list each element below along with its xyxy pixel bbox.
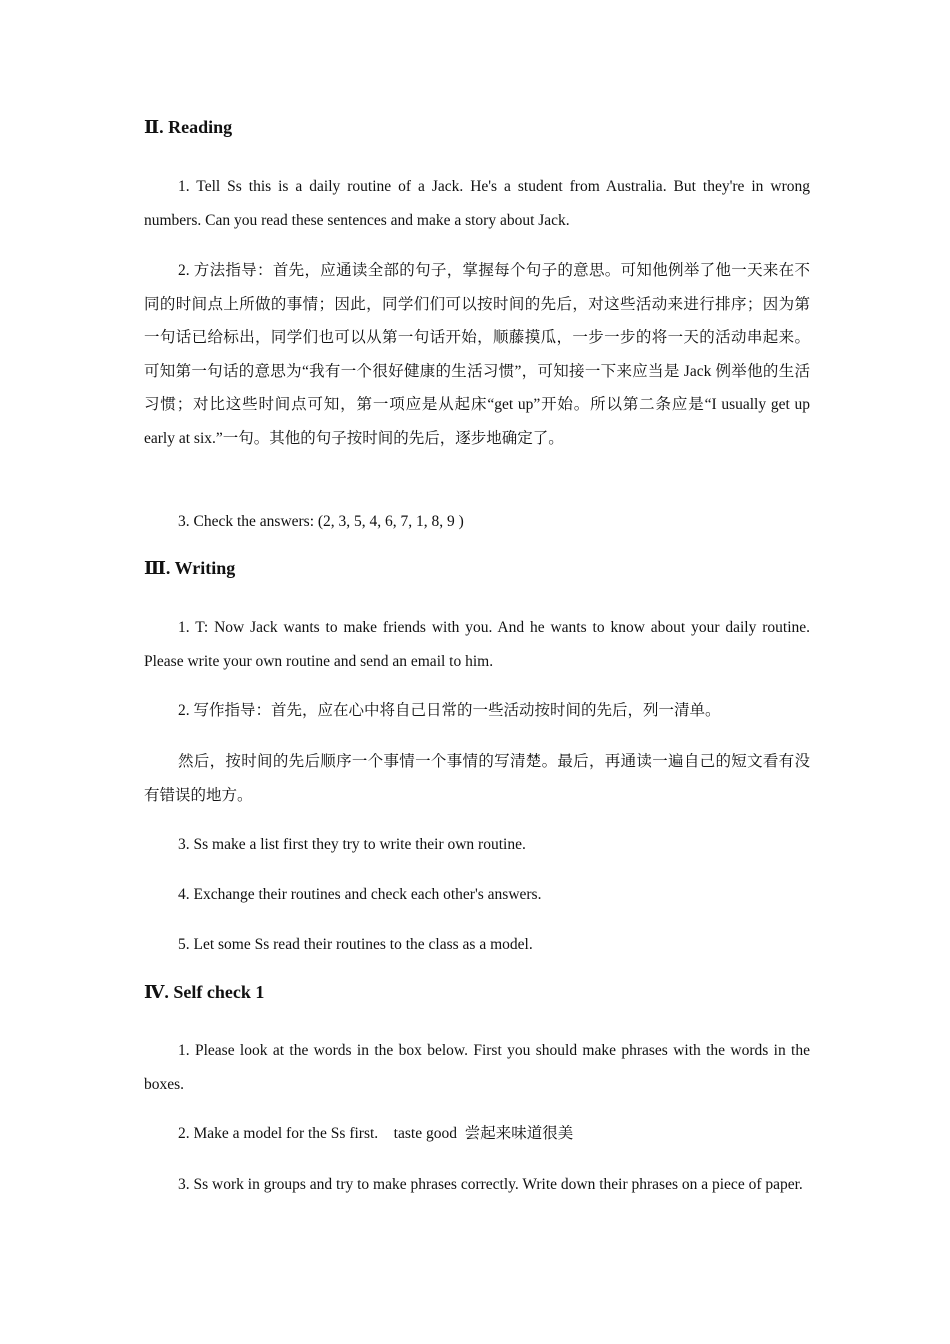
writing-paragraph-5: 4. Exchange their routines and check each other's answers. (178, 886, 542, 903)
heading-writing: Ⅲ. Writing (144, 558, 236, 578)
reading-paragraph-2: 2. 方法指导：首先，应通读全部的句子，掌握每个句子的意思。可知他例举了他一天来在不同的时间点上所做的事情；因此，同学们们可以按时间的先后，对这些活动来进行排序；因为第一句话已给标出，同学们也可以从第一句话开始，顺藤摸瓜，一步一步的将一天的活动串起来。可知第一句话的意思为“我有一个很好健康的生活习惯”，可知接一下来应当是 Jack 例举他的生活习惯；对比这些时间点可知，第一项应是从起床“get up”开始。所以第二条应是“I usually get up early at six.”一句。其他的句子按时间的先后，逐步地确定了。 (144, 262, 810, 447)
writing-paragraph-4: 3. Ss make a list first they try to write their own routine. (178, 836, 526, 853)
selfcheck-paragraph-2: 2. Make a model for the Ss first. taste good 尝起来味道很美 (178, 1125, 574, 1142)
selfcheck-paragraph-3: 3. Ss work in groups and try to make phrases correctly. Write down their phrases on a piece of paper. (178, 1176, 803, 1193)
writing-paragraph-6: 5. Let some Ss read their routines to the class as a model. (178, 936, 533, 953)
writing-paragraph-2: 2. 写作指导：首先，应在心中将自己日常的一些活动按时间的先后，列一清单。 (178, 702, 721, 719)
writing-paragraph-3: 然后，按时间的先后顺序一个事情一个事情的写清楚。最后，再通读一遍自己的短文看有没有错误的地方。 (144, 753, 810, 804)
heading-reading: Ⅱ. Reading (144, 117, 233, 137)
selfcheck-paragraph-1: 1. Please look at the words in the box below. First you should make phrases with the words in the boxes. (144, 1042, 810, 1093)
reading-paragraph-3: 3. Check the answers: (2, 3, 5, 4, 6, 7, 1, 8, 9 ) (178, 513, 464, 530)
writing-paragraph-1: 1. T: Now Jack wants to make friends with you. And he wants to know about your daily routine. Please write your own routine and send an email to him. (144, 619, 810, 670)
heading-self-check: Ⅳ. Self check 1 (144, 982, 265, 1002)
reading-paragraph-1: 1. Tell Ss this is a daily routine of a Jack. He's a student from Australia. But they're in wrong numbers. Can you read these sentences and make a story about Jack. (144, 178, 810, 229)
